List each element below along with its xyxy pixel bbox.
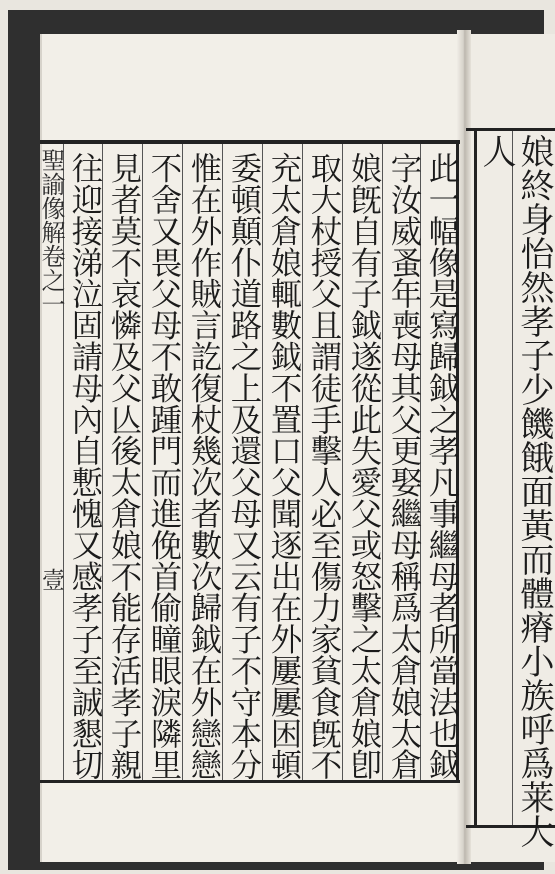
page-number: 壹 [38,568,64,591]
column-divider [222,144,223,780]
right-frame-left-rule [474,128,477,828]
text-column-6: 委頓顛仆道路之上及還父母又云有子不守本分 [225,152,261,780]
right-frame-top-rule [466,128,555,131]
column-divider [382,144,383,780]
column-divider [512,131,513,825]
text-column-3: 娘旣自有子鉞遂從此失愛父或怒擊之太倉娘卽 [345,152,381,780]
column-divider [182,144,183,780]
text-column-1: 此一幅像是寫歸鉞之孝凡事繼母者所當法也鉞 [423,152,459,780]
text-column-8: 不舍又畏父母不敢踵門而進俛首偷瞳眼淚隣里 [145,152,181,780]
right-text-column-2: 人 [476,134,516,168]
text-column-10: 往迎接涕泣固請母內自慙愧又感孝子至誠懇切 [66,152,102,780]
fore-edge-title: 聖諭像解卷之一 [37,148,65,316]
left-frame-bottom-rule [40,780,460,783]
column-divider [342,144,343,780]
text-column-5: 充太倉娘輒數鉞不置口父聞逐出在外屢屢困頓 [265,152,301,780]
text-column-9: 見者莫不哀憐及父亾後太倉娘不能存活孝子親 [105,152,141,780]
text-column-4: 取大杖授父且謂徒手擊人必至傷力家貧食旣不 [305,152,341,780]
book-gutter [457,30,471,864]
left-frame-top-rule [40,140,460,144]
column-divider [302,144,303,780]
right-text-column-1: 娘終身怡然孝子少饑餓面黃而體瘠小族呼爲莱大 [514,134,554,848]
column-divider [262,144,263,780]
column-divider [102,144,103,780]
column-divider [142,144,143,780]
text-column-7: 惟在外作賊言訖復杖幾次者數次歸鉞在外戀戀 [185,152,221,780]
text-column-2: 字汝威蚤年喪母其父更娶繼母稱爲太倉娘太倉 [385,152,421,780]
